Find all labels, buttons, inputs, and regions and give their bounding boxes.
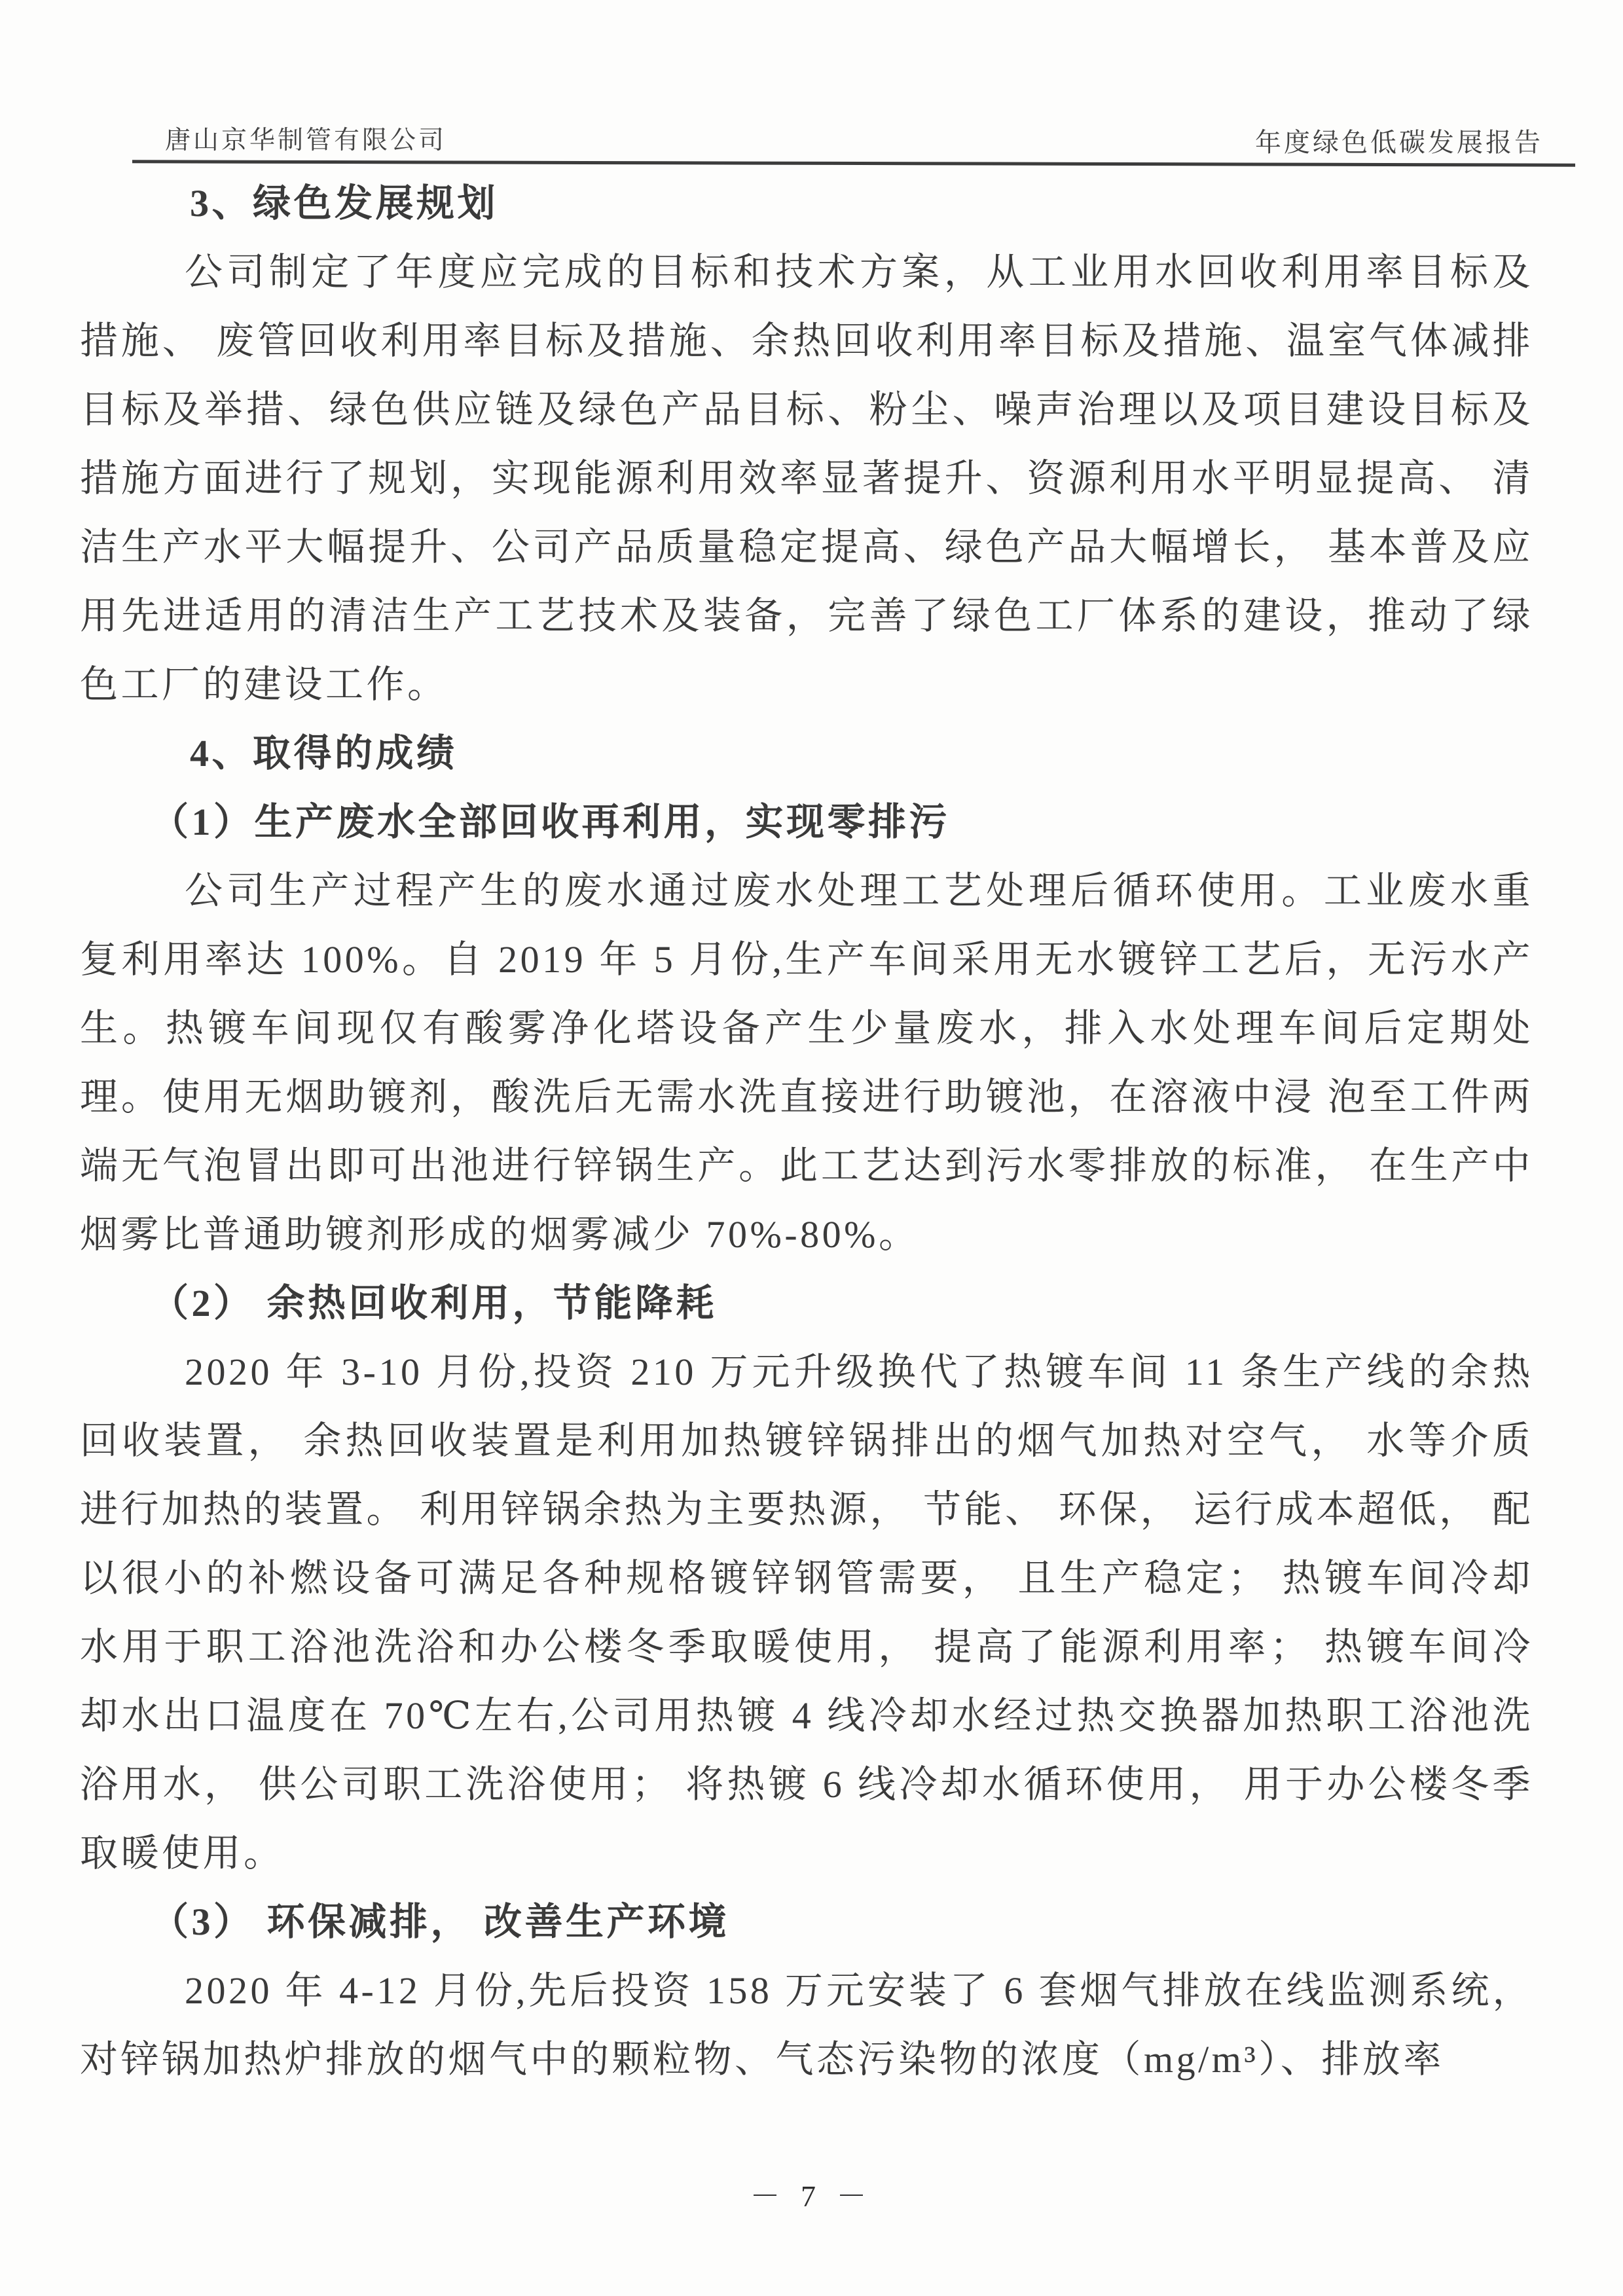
paragraph-waste-heat-recovery: 2020 年 3-10 月份,投资 210 万元升级换代了热镀车间 11 条生产线的余热回收装置， 余热回收装置是利用加热镀锌锅排出的烟气加热对空气， 水等介质进行加热的装置。 利用锌锅余热为主要热源， 节能、 环保， 运行成本超低， 配以很小的补燃设备可满足各种规格镀锌钢管需要， 且生产稳定； 热镀车间冷却水用于职工浴池洗浴和办公楼冬季取暖使用， 提高了能源利用率； 热镀车间冷却水出口温度在 70℃左右,公司用热镀 4 线冷却水经过热交换器加热职工浴池洗浴用水， 供公司职工洗浴使用； 将热镀 6 线冷却水循环使用， 用于办公楼冬季取暖使用。 (80, 1351, 1534, 1874)
header-company-name: 唐山京华制管有限公司 (165, 126, 447, 155)
document-body (80, 169, 1533, 2094)
page-number: － 7 － (750, 2179, 873, 2213)
subheading-waste-heat-recovery: （2） 余热回收利用，节能降耗 (151, 1282, 718, 1324)
subheading-wastewater-recycling: （1）生产废水全部回收再利用，实现零排污 (151, 801, 951, 843)
section-heading-achievements: 4、取得的成绩 (190, 732, 458, 774)
section-heading-green-development-plan: 3、绿色发展规划 (190, 182, 499, 225)
header-report-title: 年度绿色低碳发展报告 (1255, 128, 1543, 157)
header-divider-line (132, 160, 1575, 166)
subheading-emission-reduction: （3） 环保减排， 改善生产环境 (151, 1901, 730, 1943)
paragraph-wastewater-recycling: 公司生产过程产生的废水通过废水处理工艺处理后循环使用。工业废水重复利用率达 100%。自 2019 年 5 月份,生产车间采用无水镀锌工艺后，无污水产生。热镀车间现仅有酸雾净化塔设备产生少量废水，排入水处理车间后定期处理。使用无烟助镀剂，酸洗后无需水洗直接进行助镀池，在溶液中浸 泡至工件两端无气泡冒出即可出池进行锌锅生产。此工艺达到污水零排放的标准， 在生产中烟雾比普通助镀剂形成的烟雾减少 70%-80%。 (80, 869, 1533, 1256)
paragraph-green-development-plan: 公司制定了年度应完成的目标和技术方案，从工业用水回收利用率目标及措施、 废管回收利用率目标及措施、余热回收利用率目标及措施、温室气体减排目标及举措、绿色供应链及绿色产品目标、粉尘、噪声治理以及项目建设目标及措施方面进行了规划，实现能源利用效率显著提升、资源利用水平明显提高、 清洁生产水平大幅提升、公司产品质量稳定提高、绿色产品大幅增长， 基本普及应用先进适用的清洁生产工艺技术及装备，完善了绿色工厂体系的建设，推动了绿色工厂的建设工作。 (80, 251, 1533, 706)
paragraph-emission-reduction: 2020 年 4-12 月份,先后投资 158 万元安装了 6 套烟气排放在线监测系统，对锌锅加热炉排放的烟气中的颗粒物、气态污染物的浓度（mg/m³）、排放率 (80, 1969, 1533, 2081)
